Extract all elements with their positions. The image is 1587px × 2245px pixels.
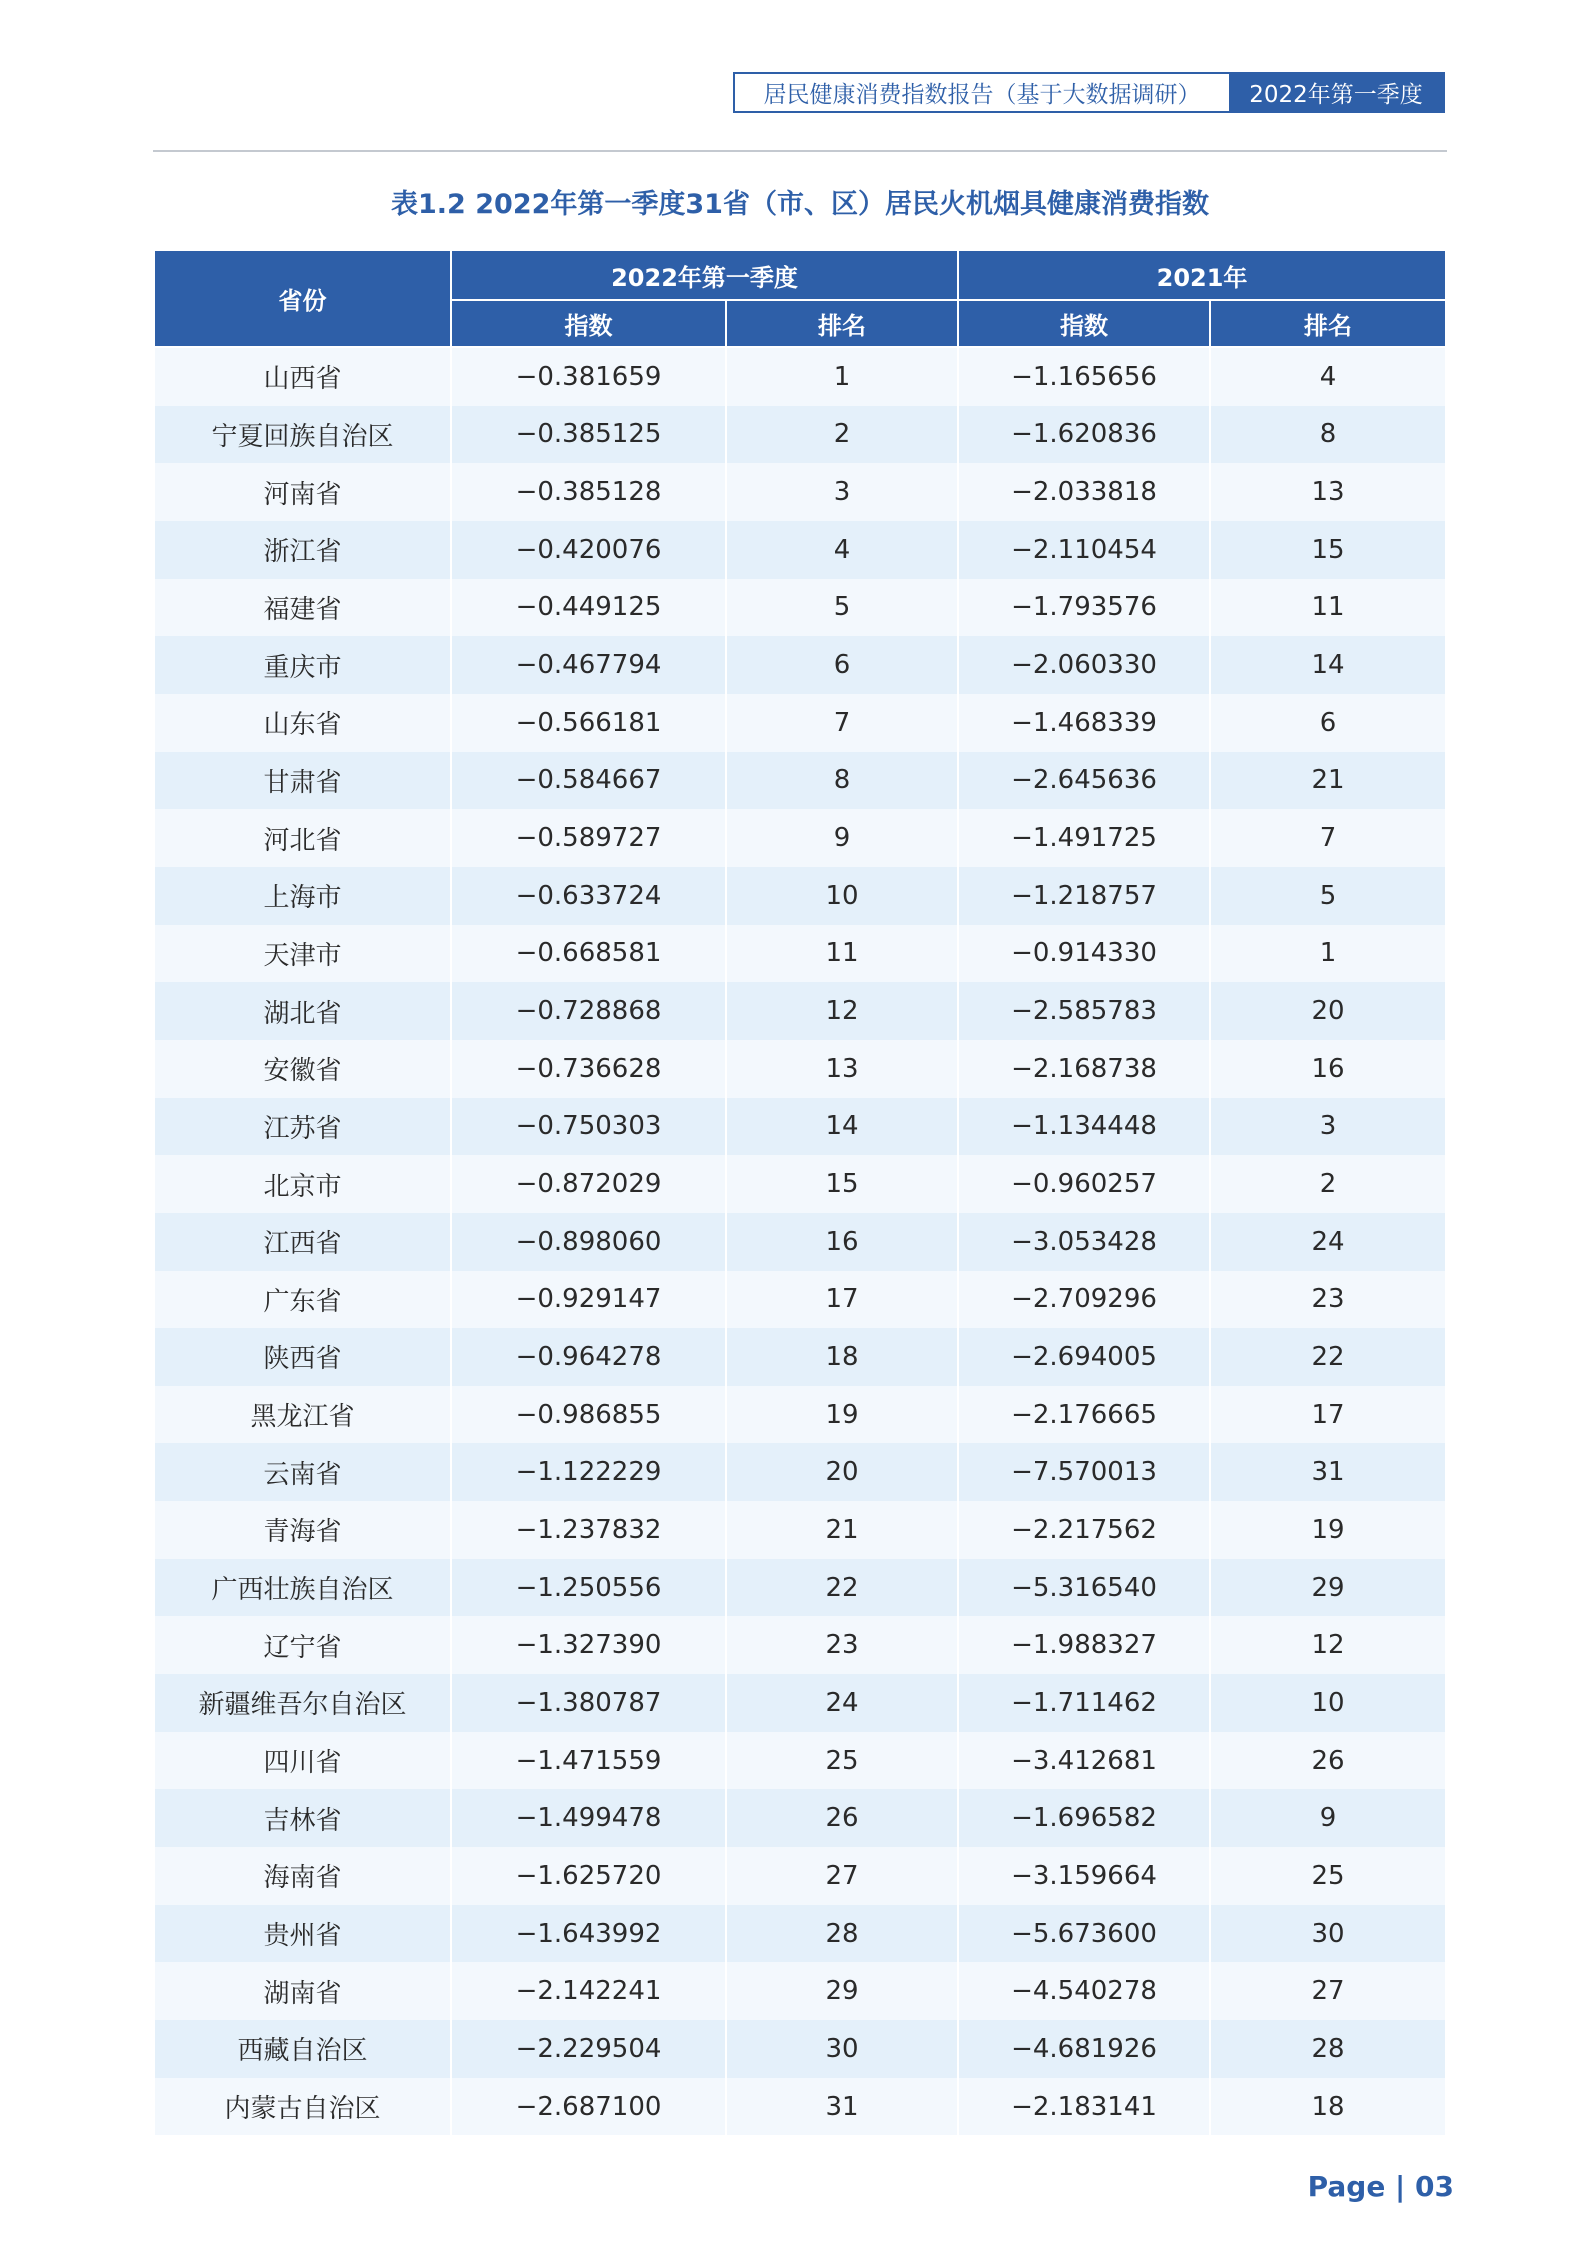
index-2021-cell: −1.988327 [958,1616,1210,1674]
table-row [154,925,1446,983]
table-row [154,2078,1446,2136]
rank-2021-cell: 20 [1210,982,1446,1040]
table-row [154,579,1446,637]
rank-2021-cell: 21 [1210,752,1446,810]
index-2021-cell: −1.620836 [958,406,1210,464]
rank-2021-cell: 23 [1210,1271,1446,1329]
rank-2022q1-cell: 5 [726,579,958,637]
rank-2022q1-cell: 14 [726,1098,958,1156]
index-2022q1-cell: −1.250556 [451,1559,726,1617]
index-2021-cell: −4.540278 [958,1962,1210,2020]
table-row [154,521,1446,579]
rank-2022q1-cell: 26 [726,1789,958,1847]
rank-2022q1-cell: 18 [726,1328,958,1386]
rank-2021-cell: 27 [1210,1962,1446,2020]
rank-2021-cell: 18 [1210,2078,1446,2136]
rank-2022q1-cell: 22 [726,1559,958,1617]
province-cell: 福建省 [154,579,451,637]
table-row [154,1040,1446,1098]
rank-2021-cell: 28 [1210,2020,1446,2078]
index-2021-cell: −3.159664 [958,1847,1210,1905]
province-cell: 浙江省 [154,521,451,579]
rank-2021-cell: 13 [1210,463,1446,521]
index-2022q1-cell: −1.237832 [451,1501,726,1559]
rank-2022q1-cell: 24 [726,1674,958,1732]
province-cell: 宁夏回族自治区 [154,406,451,464]
table-row [154,2020,1446,2078]
index-2021-cell: −2.033818 [958,463,1210,521]
province-cell: 新疆维吾尔自治区 [154,1674,451,1732]
table-row [154,1213,1446,1271]
rank-2021-cell: 11 [1210,579,1446,637]
index-2021-cell: −2.694005 [958,1328,1210,1386]
rank-2021-cell: 16 [1210,1040,1446,1098]
index-2021-cell: −2.585783 [958,982,1210,1040]
report-header [733,72,1445,113]
index-2021-cell: −1.793576 [958,579,1210,637]
header-divider [153,150,1447,152]
province-cell: 广西壮族自治区 [154,1559,451,1617]
rank-2021-cell: 10 [1210,1674,1446,1732]
table-title: 表1.2 2022年第一季度31省（市、区）居民火机烟具健康消费指数 [391,189,1209,220]
index-2021-cell: −4.681926 [958,2020,1210,2078]
rank-2021-cell: 30 [1210,1905,1446,1963]
column-header-index-2022q1: 指数 [451,300,726,347]
rank-2022q1-cell: 6 [726,636,958,694]
index-2021-cell: −0.914330 [958,925,1210,983]
index-2022q1-cell: −0.964278 [451,1328,726,1386]
province-cell: 云南省 [154,1443,451,1501]
rank-2022q1-cell: 11 [726,925,958,983]
index-2022q1-cell: −0.467794 [451,636,726,694]
rank-2022q1-cell: 9 [726,809,958,867]
index-2021-cell: −2.217562 [958,1501,1210,1559]
province-cell: 四川省 [154,1732,451,1790]
table-row [154,867,1446,925]
index-2021-cell: −2.168738 [958,1040,1210,1098]
index-2022q1-cell: −0.381659 [451,347,726,406]
rank-2021-cell: 31 [1210,1443,1446,1501]
province-cell: 湖南省 [154,1962,451,2020]
index-2021-cell: −1.491725 [958,809,1210,867]
table-row [154,1328,1446,1386]
column-header-index-2021: 指数 [958,300,1210,347]
table-row [154,1155,1446,1213]
index-2022q1-cell: −0.449125 [451,579,726,637]
rank-2021-cell: 5 [1210,867,1446,925]
column-header-province: 省份 [154,250,451,347]
province-cell: 吉林省 [154,1789,451,1847]
index-2021-cell: −7.570013 [958,1443,1210,1501]
rank-2021-cell: 1 [1210,925,1446,983]
rank-2022q1-cell: 29 [726,1962,958,2020]
index-2022q1-cell: −0.633724 [451,867,726,925]
index-2022q1-cell: −0.736628 [451,1040,726,1098]
rank-2021-cell: 22 [1210,1328,1446,1386]
index-2022q1-cell: −0.668581 [451,925,726,983]
rank-2022q1-cell: 7 [726,694,958,752]
table-row [154,1501,1446,1559]
index-2022q1-cell: −0.385125 [451,406,726,464]
rank-2022q1-cell: 30 [726,2020,958,2078]
rank-2021-cell: 15 [1210,521,1446,579]
table-row [154,406,1446,464]
rank-2022q1-cell: 25 [726,1732,958,1790]
province-cell: 重庆市 [154,636,451,694]
province-cell: 江苏省 [154,1098,451,1156]
rank-2022q1-cell: 21 [726,1501,958,1559]
index-2021-cell: −2.110454 [958,521,1210,579]
index-2022q1-cell: −0.750303 [451,1098,726,1156]
index-2021-cell: −1.711462 [958,1674,1210,1732]
table-row [154,1271,1446,1329]
table-row [154,1962,1446,2020]
rank-2021-cell: 8 [1210,406,1446,464]
index-2021-cell: −1.696582 [958,1789,1210,1847]
rank-2022q1-cell: 27 [726,1847,958,1905]
table-row [154,982,1446,1040]
rank-2021-cell: 3 [1210,1098,1446,1156]
rank-2021-cell: 7 [1210,809,1446,867]
province-cell: 陕西省 [154,1328,451,1386]
table-row [154,347,1446,406]
rank-2022q1-cell: 20 [726,1443,958,1501]
index-2021-cell: −2.176665 [958,1386,1210,1444]
table-row [154,752,1446,810]
index-2021-cell: −0.960257 [958,1155,1210,1213]
column-header-rank-2021: 排名 [1210,300,1446,347]
table-row [154,463,1446,521]
index-2021-cell: −5.673600 [958,1905,1210,1963]
page-number: Page | 03 [1307,2170,1454,2203]
index-2022q1-cell: −0.385128 [451,463,726,521]
column-group-2021: 2021年 [958,250,1446,300]
province-cell: 青海省 [154,1501,451,1559]
rank-2021-cell: 6 [1210,694,1446,752]
rank-2021-cell: 2 [1210,1155,1446,1213]
rank-2022q1-cell: 1 [726,347,958,406]
rank-2022q1-cell: 19 [726,1386,958,1444]
province-cell: 贵州省 [154,1905,451,1963]
province-cell: 广东省 [154,1271,451,1329]
province-cell: 内蒙古自治区 [154,2078,451,2136]
index-2022q1-cell: −1.327390 [451,1616,726,1674]
index-2021-cell: −2.709296 [958,1271,1210,1329]
province-cell: 上海市 [154,867,451,925]
rank-2021-cell: 26 [1210,1732,1446,1790]
rank-2021-cell: 25 [1210,1847,1446,1905]
index-2022q1-cell: −0.728868 [451,982,726,1040]
index-2022q1-cell: −1.471559 [451,1732,726,1790]
index-2022q1-cell: −0.589727 [451,809,726,867]
province-cell: 山西省 [154,347,451,406]
province-cell: 黑龙江省 [154,1386,451,1444]
index-2022q1-cell: −2.142241 [451,1962,726,2020]
table-row [154,1616,1446,1674]
province-cell: 湖北省 [154,982,451,1040]
province-cell: 海南省 [154,1847,451,1905]
index-2021-cell: −5.316540 [958,1559,1210,1617]
rank-2022q1-cell: 4 [726,521,958,579]
rank-2021-cell: 17 [1210,1386,1446,1444]
rank-2022q1-cell: 13 [726,1040,958,1098]
report-period: 2022年第一季度 [1229,74,1443,111]
province-cell: 安徽省 [154,1040,451,1098]
province-cell: 西藏自治区 [154,2020,451,2078]
index-2022q1-cell: −1.625720 [451,1847,726,1905]
index-2021-cell: −2.183141 [958,2078,1210,2136]
rank-2022q1-cell: 2 [726,406,958,464]
index-2022q1-cell: −0.584667 [451,752,726,810]
table-row [154,1098,1446,1156]
index-2022q1-cell: −0.898060 [451,1213,726,1271]
index-2022q1-cell: −1.643992 [451,1905,726,1963]
rank-2021-cell: 9 [1210,1789,1446,1847]
index-2022q1-cell: −2.229504 [451,2020,726,2078]
index-2022q1-cell: −0.420076 [451,521,726,579]
index-table [153,249,1447,2135]
rank-2022q1-cell: 10 [726,867,958,925]
rank-2022q1-cell: 16 [726,1213,958,1271]
table-row [154,1559,1446,1617]
province-cell: 天津市 [154,925,451,983]
index-2021-cell: −3.412681 [958,1732,1210,1790]
table-row [154,636,1446,694]
table-row [154,809,1446,867]
rank-2022q1-cell: 3 [726,463,958,521]
rank-2021-cell: 4 [1210,347,1446,406]
rank-2021-cell: 19 [1210,1501,1446,1559]
rank-2022q1-cell: 17 [726,1271,958,1329]
rank-2022q1-cell: 15 [726,1155,958,1213]
column-header-rank-2022q1: 排名 [726,300,958,347]
index-2021-cell: −2.060330 [958,636,1210,694]
index-2021-cell: −3.053428 [958,1213,1210,1271]
rank-2021-cell: 29 [1210,1559,1446,1617]
index-2022q1-cell: −2.687100 [451,2078,726,2136]
column-group-2022q1: 2022年第一季度 [451,250,958,300]
table-row [154,1443,1446,1501]
report-title: 居民健康消费指数报告（基于大数据调研） [735,74,1229,111]
province-cell: 河北省 [154,809,451,867]
rank-2021-cell: 14 [1210,636,1446,694]
province-cell: 北京市 [154,1155,451,1213]
index-2022q1-cell: −0.872029 [451,1155,726,1213]
index-2022q1-cell: −0.986855 [451,1386,726,1444]
province-cell: 辽宁省 [154,1616,451,1674]
index-2021-cell: −1.134448 [958,1098,1210,1156]
table-row [154,1386,1446,1444]
province-cell: 山东省 [154,694,451,752]
table-row [154,694,1446,752]
index-2022q1-cell: −0.929147 [451,1271,726,1329]
index-2021-cell: −1.218757 [958,867,1210,925]
index-2022q1-cell: −1.122229 [451,1443,726,1501]
rank-2022q1-cell: 12 [726,982,958,1040]
index-2022q1-cell: −1.380787 [451,1674,726,1732]
table-row [154,1732,1446,1790]
table-row [154,1674,1446,1732]
index-2021-cell: −1.165656 [958,347,1210,406]
rank-2022q1-cell: 23 [726,1616,958,1674]
province-cell: 江西省 [154,1213,451,1271]
province-cell: 甘肃省 [154,752,451,810]
table-row [154,1905,1446,1963]
rank-2021-cell: 24 [1210,1213,1446,1271]
table-row [154,1847,1446,1905]
index-2022q1-cell: −1.499478 [451,1789,726,1847]
index-2022q1-cell: −0.566181 [451,694,726,752]
rank-2022q1-cell: 28 [726,1905,958,1963]
rank-2022q1-cell: 31 [726,2078,958,2136]
province-cell: 河南省 [154,463,451,521]
rank-2021-cell: 12 [1210,1616,1446,1674]
table-row [154,1789,1446,1847]
rank-2022q1-cell: 8 [726,752,958,810]
index-2021-cell: −1.468339 [958,694,1210,752]
index-2021-cell: −2.645636 [958,752,1210,810]
